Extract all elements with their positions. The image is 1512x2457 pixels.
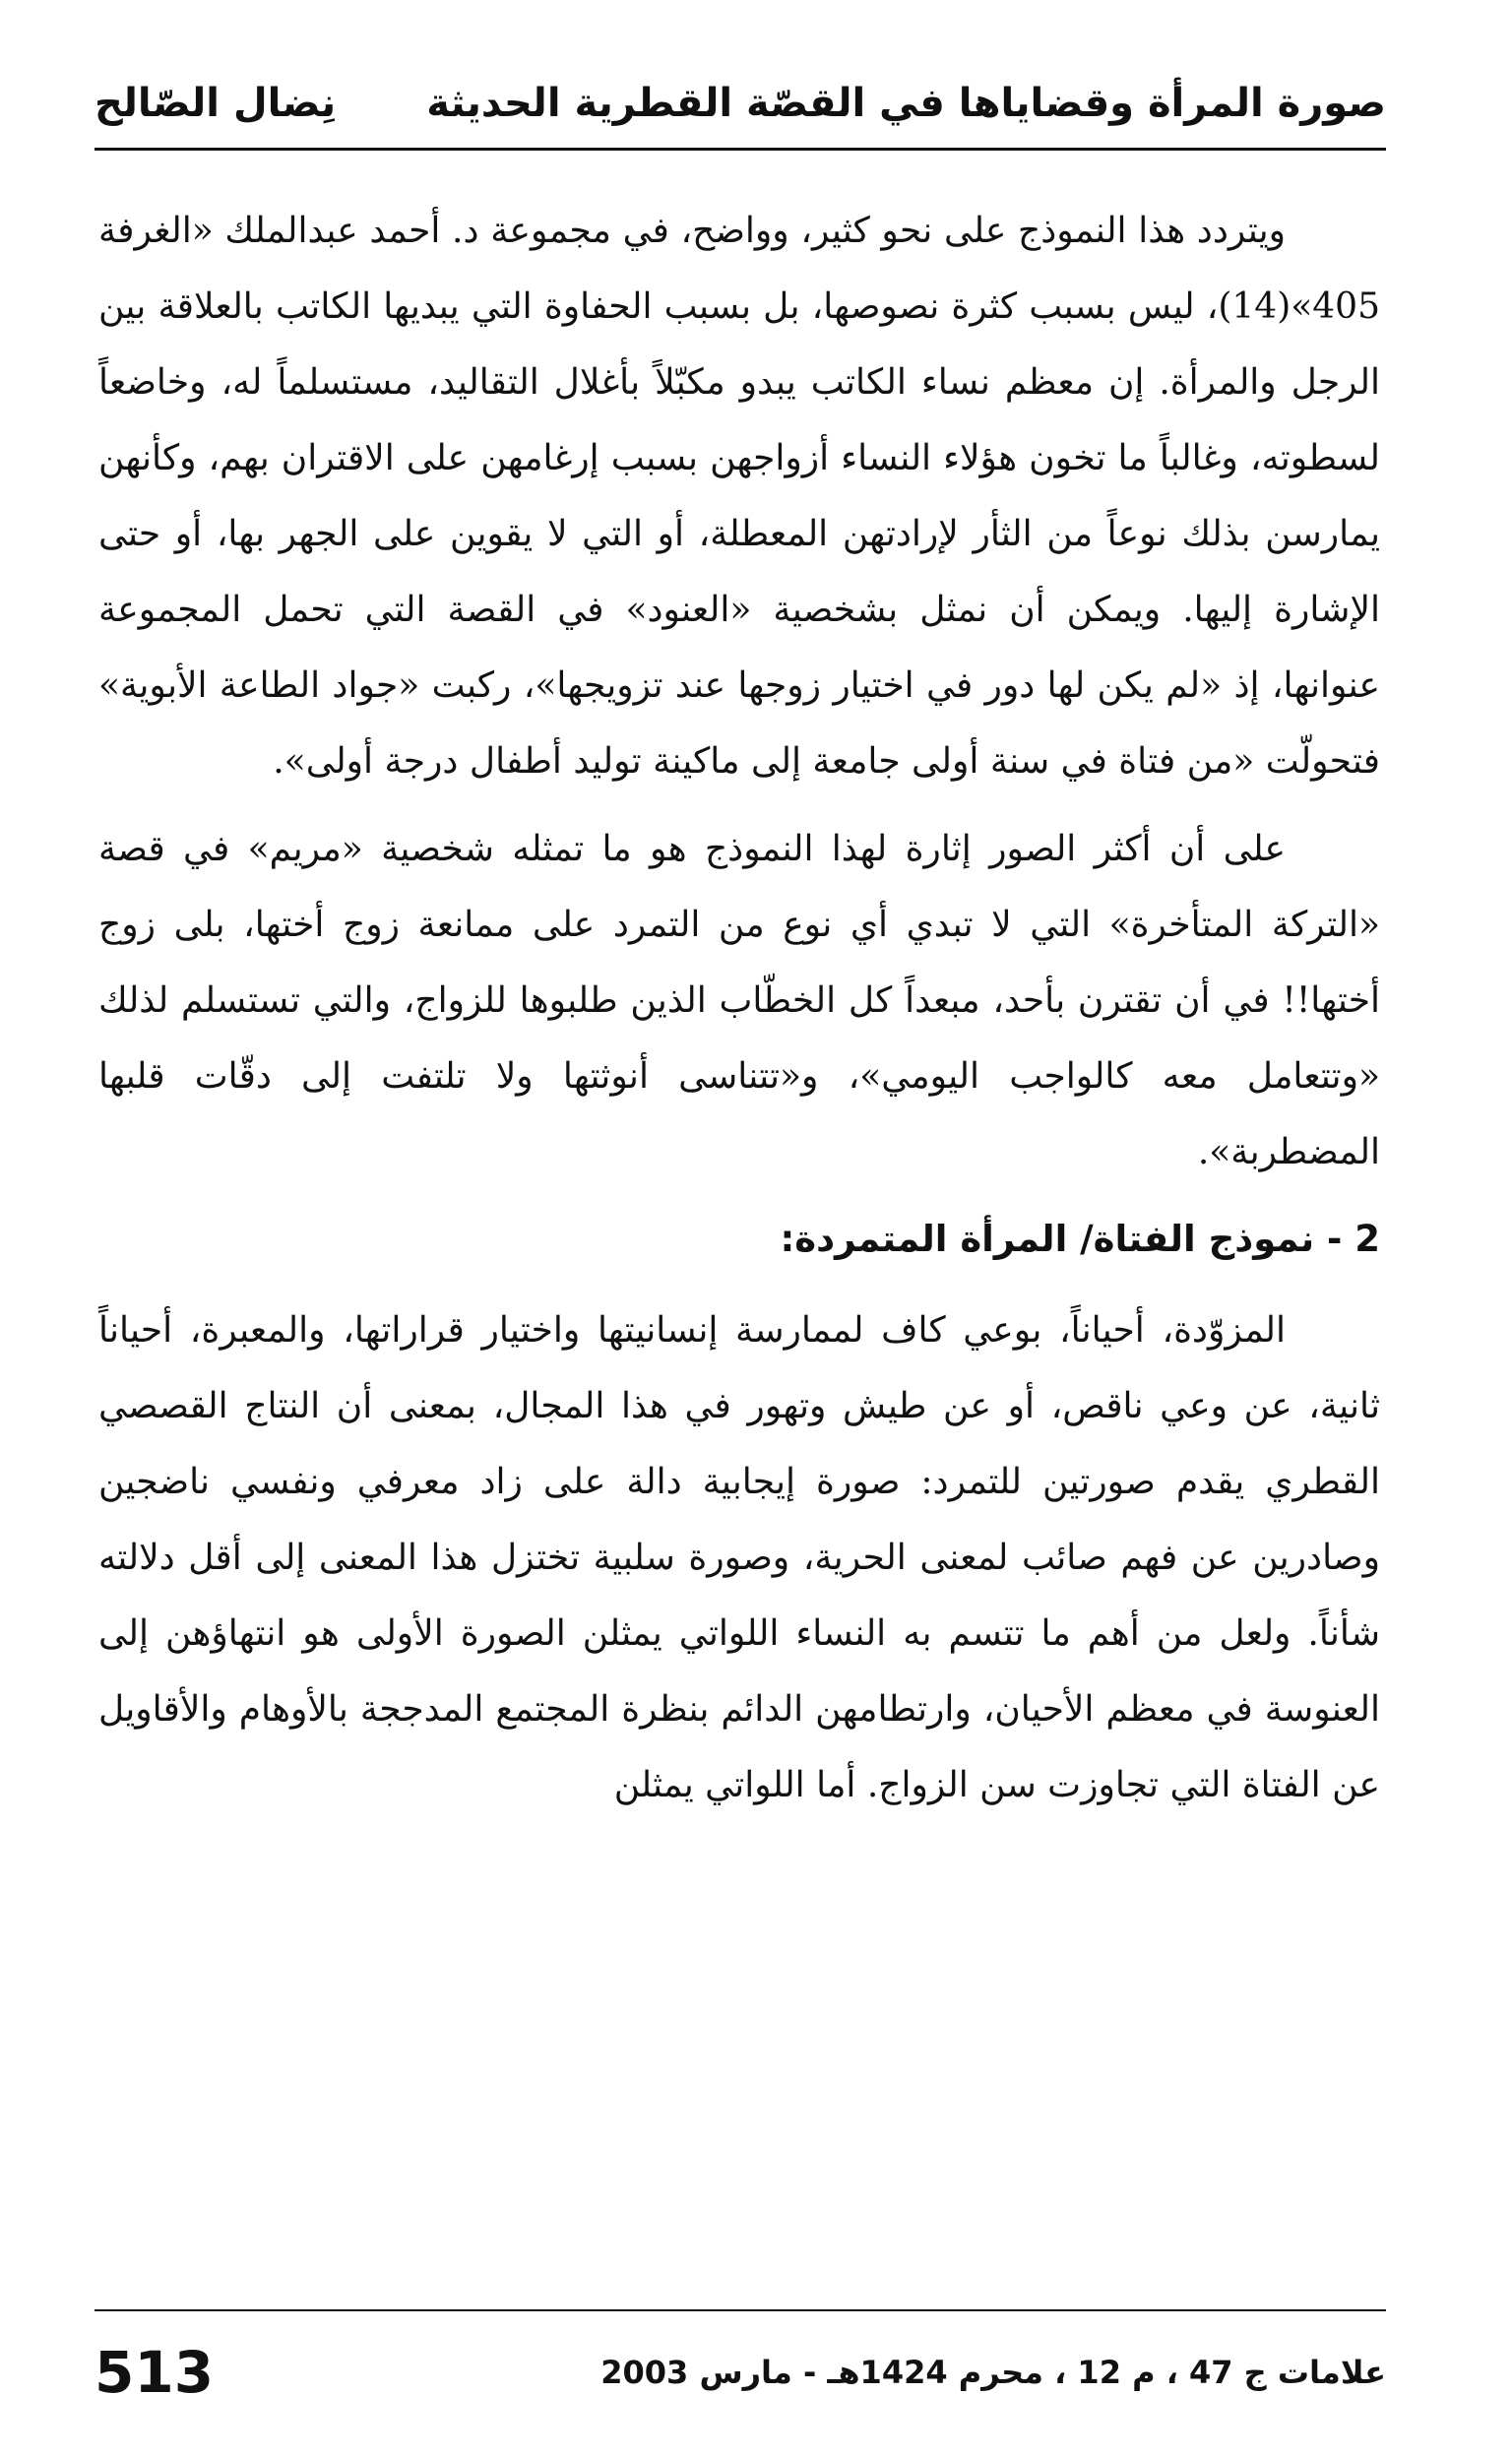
header-divider [94, 148, 1386, 151]
journal-citation: علامات ج 47 ، م 12 ، محرم 1424هـ - مارس 2003 [600, 2354, 1386, 2391]
section-heading: 2 - نموذج الفتاة/ المرأة المتمردة: [780, 1218, 1380, 1260]
body-paragraph: على أن أكثر الصور إثارة لهذا النموذج هو ما تمثله شخصية «مريم» في قصة «التركة المتأخرة» التي لا تبدي أي نوع من التمرد على ممانعة زوج أختها، بلى زوج أختها!! في أن تقترن بأحد، مبعداً كل الخطّاب الذين طلبوها للزواج، والتي تستسلم لذلك «وتتعامل معه كالواجب اليومي»، و«تتناسى أنوثتها ولا تلتفت إلى دقّات قلبها المضطربة». [98, 829, 1380, 1172]
page-footer [94, 2333, 1386, 2412]
body-paragraph: ويتردد هذا النموذج على نحو كثير، وواضح، في مجموعة د. أحمد عبدالملك «الغرفة 405»(14)، ليس بسبب كثرة نصوصها، بل بسبب الحفاوة التي يبديها الكاتب بالعلاقة بين الرجل والمرأة. إن معظم نساء الكاتب يبدو مكبّلاً بأغلال التقاليد، مستسلماً له، وخاضعاً لسطوته، وغالباً ما تخون هؤلاء النساء أزواجهن بسبب إرغامهن على الاقتران بهم، وكأنهن يمارسن بذلك نوعاً من الثأر لإرادتهن المعطلة، أو التي لا يقوين على الجهر بها، أو حتى الإشارة إليها. ويمكن أن نمثل بشخصية «العنود» في القصة التي تحمل المجموعة عنوانها، إذ «لم يكن لها دور في اختيار زوجها عند تزويجها»، ركبت «جواد الطاعة الأبوية» فتحولّت «من فتاة في سنة أولى جامعة إلى ماكينة توليد أطفال درجة أولى». [98, 211, 1380, 782]
article-body [98, 193, 1380, 1823]
article-title: صورة المرأة وقضاياها في القصّة القطرية الحديثة [426, 81, 1386, 126]
author-name: نِضال الصّالح [94, 81, 337, 126]
body-paragraph: المزوّدة، أحياناً، بوعي كاف لممارسة إنسانيتها واختيار قراراتها، والمعبرة، أحياناً ثانية، عن وعي ناقص، أو عن طيش وتهور في هذا المجال، بمعنى أن النتاج القصصي القطري يقدم صورتين للتمرد: صورة إيجابية دالة على زاد معرفي ونفسي ناضجين وصادرين عن فهم صائب لمعنى الحرية، وصورة سلبية تختزل هذا المعنى إلى أقل دلالته شأناً. ولعل من أهم ما تتسم به النساء اللواتي يمثلن الصورة الأولى هو انتهاؤهن إلى العنوسة في معظم الأحيان، وارتطامهن الدائم بنظرة المجتمع المدججة بالأوهام والأقاويل عن الفتاة التي تجاوزت سن الزواج. أما اللواتي يمثلن [98, 1310, 1380, 1805]
running-header [94, 69, 1386, 138]
footer-divider [94, 2309, 1386, 2311]
page-number: 513 [94, 2339, 215, 2406]
